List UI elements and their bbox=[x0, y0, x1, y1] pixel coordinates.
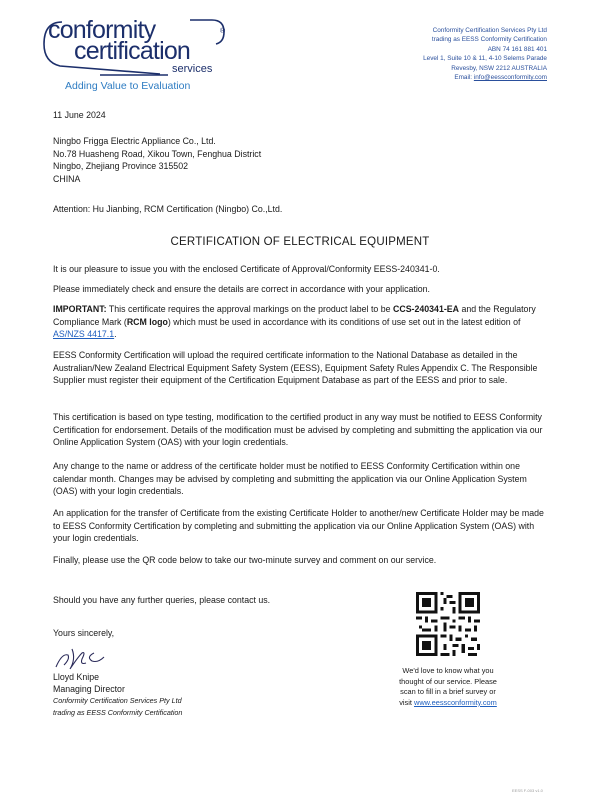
recipient-country: CHINA bbox=[53, 173, 81, 184]
company-trading-as: trading as EESS Conformity Certification bbox=[431, 36, 547, 44]
email-label: Email: bbox=[454, 74, 473, 82]
queries-line: Should you have any further queries, please contact us. bbox=[53, 595, 271, 605]
important-label: IMPORTANT: bbox=[53, 304, 107, 314]
important-text-2: and the Regulatory Compliance Mark ( bbox=[53, 304, 536, 327]
signer-title: Managing Director bbox=[53, 683, 125, 694]
qr-caption-line2: thought of our service. Please bbox=[399, 676, 497, 686]
recipient-block bbox=[53, 135, 261, 185]
important-text-1: This certificate requires the approval markings on the product label to be bbox=[106, 304, 393, 314]
survey-qr-code-icon[interactable] bbox=[416, 592, 480, 656]
signature-icon bbox=[52, 645, 132, 673]
qr-caption-line1: We'd love to know what you bbox=[402, 666, 494, 675]
letter-date: 11 June 2024 bbox=[53, 110, 106, 120]
rcm-mark: RCM logo bbox=[126, 316, 168, 327]
important-text-3: ) which must be used in accordance with its conditions of use set out in the latest edition of bbox=[167, 316, 521, 327]
closing-line: Yours sincerely, bbox=[53, 628, 115, 638]
company-abn: ABN 74 161 881 401 bbox=[487, 45, 547, 53]
qr-caption-line4 bbox=[388, 698, 508, 709]
recipient-name: Ningbo Frigga Electric Appliance Co., Ltd. bbox=[53, 136, 216, 146]
letter-title: CERTIFICATION OF ELECTRICAL EQUIPMENT bbox=[170, 236, 430, 248]
signer-name: Lloyd Knipe bbox=[53, 672, 99, 682]
qr-visit-label: visit bbox=[399, 697, 414, 707]
logo-word-conformity: conformity bbox=[48, 16, 156, 44]
qr-caption-line3: scan to fill in a brief survey or bbox=[400, 687, 496, 697]
signer-block bbox=[53, 672, 182, 718]
email-link[interactable]: info@eessconformity.com bbox=[473, 74, 547, 82]
paragraph-certificate-issued: It is our pleasure to issue you with the enclosed Certificate of Approval/Conformity EESS-240341-0. bbox=[53, 264, 440, 274]
company-street: Level 1, Suite 10 & 11, 4-10 Selems Parade bbox=[423, 55, 547, 63]
signer-company-2: trading as EESS Conformity Certification bbox=[53, 707, 183, 717]
paragraph-survey: Finally, please use the QR code below to take our two-minute survey and comment on our service. bbox=[53, 555, 437, 565]
attention-line: Attention: Hu Jianbing, RCM Certification (Ningbo) Co.,Ltd. bbox=[53, 204, 283, 214]
important-text-4: . bbox=[114, 329, 117, 340]
qr-website-link[interactable]: www.eessconformity.com bbox=[413, 697, 497, 707]
paragraph-transfer: An application for the transfer of Certificate from the existing Certificate Holder to another/new Certificate Holder may be made to EESS Conformity Certification by completing and submitting the application via our Online Application System (OAS) with your login credentials. bbox=[53, 508, 544, 544]
logo-word-services: services bbox=[172, 63, 213, 75]
company-email-row bbox=[423, 73, 547, 82]
paragraph-important bbox=[53, 303, 549, 341]
company-address-block bbox=[423, 26, 547, 82]
logo-tagline: Adding Value to Evaluation bbox=[65, 80, 191, 92]
company-city: Revesby, NSW 2212 AUSTRALIA bbox=[451, 64, 547, 72]
paragraph-type-testing: This certification is based on type testing, modification to the certified product in any way must be notified to EESS Conformity Certification for endorsement. Details of the modification must be advised by completing and submitting the application via our Online Application System (OAS) with your login credentials. bbox=[53, 412, 543, 448]
recipient-address-line1: No.78 Huasheng Road, Xikou Town, Fenghua District bbox=[53, 148, 262, 159]
footer-doc-code: EESS F-003 v1.0 bbox=[512, 788, 543, 793]
company-logo bbox=[40, 14, 240, 94]
registered-mark: ® bbox=[220, 28, 226, 35]
paragraph-name-change: Any change to the name or address of the certificate holder must be notified to EESS Conformity Certification within one calendar month. Changes may be advised by completing and submitting the application via our Online Application System (OAS) with your login credentials. bbox=[53, 461, 527, 497]
recipient-address-line2: Ningbo, Zhejiang Province 315502 bbox=[53, 161, 188, 172]
paragraph-national-database: EESS Conformity Certification will upload the required certificate information to the National Database as detailed in the Australian/New Zealand Electrical Equipment Safety System (EESS), Equipment Safety Rules Appendix C. The Responsible Supplier must register their equipment of the Certification Equipment Database as part of the EESS and prior to sale. bbox=[53, 350, 538, 386]
standard-link[interactable]: AS/NZS 4417.1 bbox=[53, 329, 115, 340]
approval-code: CCS-240341-EA bbox=[392, 304, 459, 314]
signer-company-1: Conformity Certification Services Pty Ltd bbox=[53, 696, 182, 705]
qr-caption bbox=[388, 666, 508, 708]
company-name: Conformity Certification Services Pty Ltd bbox=[432, 27, 547, 34]
paragraph-check-details: Please immediately check and ensure the details are correct in accordance with your application. bbox=[53, 284, 430, 294]
logo-word-certification: certification bbox=[74, 37, 191, 65]
